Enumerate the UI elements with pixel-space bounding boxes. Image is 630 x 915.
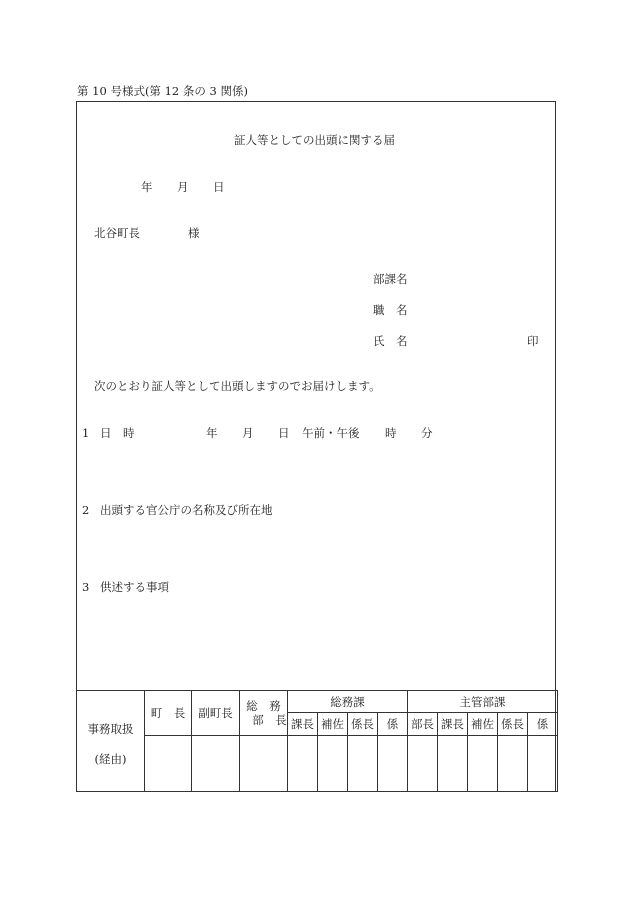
managing-section-header: 主管部課 [408,691,558,713]
approval-table [76,690,558,792]
stamp-cell[interactable] [468,736,498,792]
stamp-cell[interactable] [438,736,468,792]
ga-section-header: 総務課 [288,691,408,713]
item-number: 3 [82,580,90,594]
item-label: 日 時 [100,426,135,440]
via-label: (経由) [94,752,127,766]
position-label: 職 名 [373,303,408,317]
datetime-hour: 時 [385,426,397,440]
column-header: 係 [528,713,558,736]
handling-label: 事務取扱 [87,722,134,736]
year-label: 年 [141,180,153,194]
ga-director-header [240,691,288,736]
ga-director-bottom: 部 長 [252,713,287,727]
stamp-cell[interactable] [348,736,378,792]
datetime-year: 年 [206,426,218,440]
day-label: 日 [213,180,225,194]
stamp-cell[interactable] [145,736,192,792]
stamp-cell[interactable] [240,736,288,792]
column-header: 係長 [498,713,528,736]
form-number: 第 10 号様式(第 12 条の 3 関係) [77,84,248,98]
ga-director-top: 総 務 [246,699,281,713]
item-number: 2 [82,503,90,517]
form-border [76,101,556,792]
stamp-cell[interactable] [318,736,348,792]
vice-mayor-header: 副町長 [192,691,240,736]
column-header: 係 [378,713,408,736]
addressee-honorific: 様 [188,226,200,240]
column-header: 補佐 [468,713,498,736]
item-label: 出頭する官公庁の名称及び所在地 [100,503,273,517]
column-header: 課長 [438,713,468,736]
form-title: 証人等としての出頭に関する届 [234,133,395,147]
stamp-cell[interactable] [528,736,558,792]
stamp-cell[interactable] [288,736,318,792]
intro-text: 次のとおり証人等として出頭しますのでお届けします。 [94,379,381,393]
column-header: 部長 [408,713,438,736]
stamp-cell[interactable] [408,736,438,792]
datetime-day: 日 [278,426,290,440]
column-header: 係長 [348,713,378,736]
item-number: 1 [82,426,90,440]
handling-cell [77,691,145,792]
mayor-header: 町 長 [145,691,192,736]
datetime-month: 月 [242,426,254,440]
stamp-cell[interactable] [192,736,240,792]
name-label: 氏 名 [373,334,408,348]
month-label: 月 [177,180,189,194]
department-label: 部課名 [373,272,408,286]
datetime-minute: 分 [421,426,433,440]
addressee-name: 北谷町長 [94,226,140,240]
datetime-ampm: 午前・午後 [302,426,360,440]
column-header: 補佐 [318,713,348,736]
column-header: 課長 [288,713,318,736]
stamp-cell[interactable] [498,736,528,792]
item-label: 供述する事項 [100,580,169,594]
seal-label: 印 [527,334,539,348]
stamp-cell[interactable] [378,736,408,792]
